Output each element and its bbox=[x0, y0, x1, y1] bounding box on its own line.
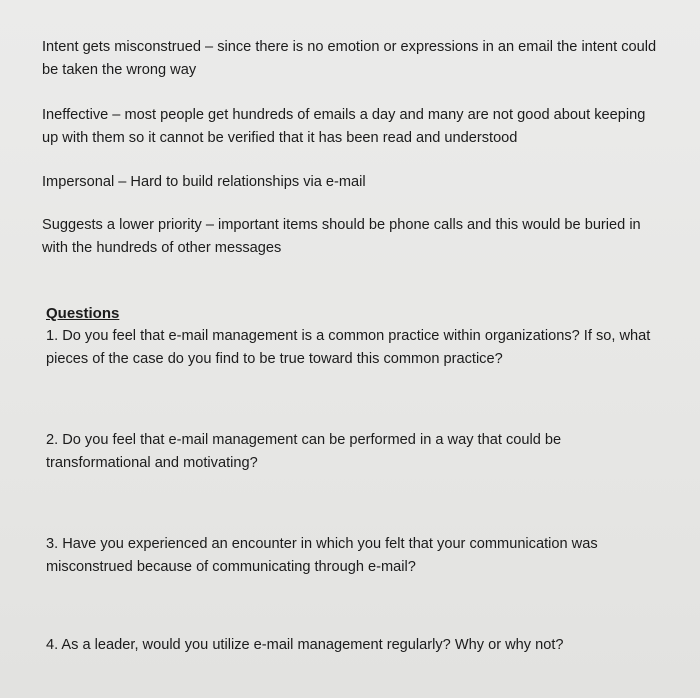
note-ineffective: Ineffective – most people get hundreds of emails a day and many are not good about keeping up with them so it cannot be verified that it has been read and understood bbox=[42, 107, 646, 146]
note-impersonal: Impersonal – Hard to build relationships via e-mail bbox=[42, 174, 366, 190]
question-1: 1. Do you feel that e-mail management is a common practice within organizations? If so, what pieces of the case do you find to be true toward this common practice? bbox=[46, 328, 651, 367]
note-lower-priority: Suggests a lower priority – important items should be phone calls and this would be buried in with the hundreds of other messages bbox=[42, 217, 641, 256]
question-4: 4. As a leader, would you utilize e-mail management regularly? Why or why not? bbox=[46, 637, 564, 653]
note-intent-misconstrued: Intent gets misconstrued – since there is no emotion or expressions in an email the intent could be taken the wrong way bbox=[42, 39, 657, 78]
question-2: 2. Do you feel that e-mail management can be performed in a way that could be transformational and motivating? bbox=[46, 432, 562, 471]
question-3: 3. Have you experienced an encounter in which you felt that your communication was misconstrued because of communicating through e-mail? bbox=[46, 536, 598, 575]
questions-heading: Questions bbox=[46, 305, 120, 322]
